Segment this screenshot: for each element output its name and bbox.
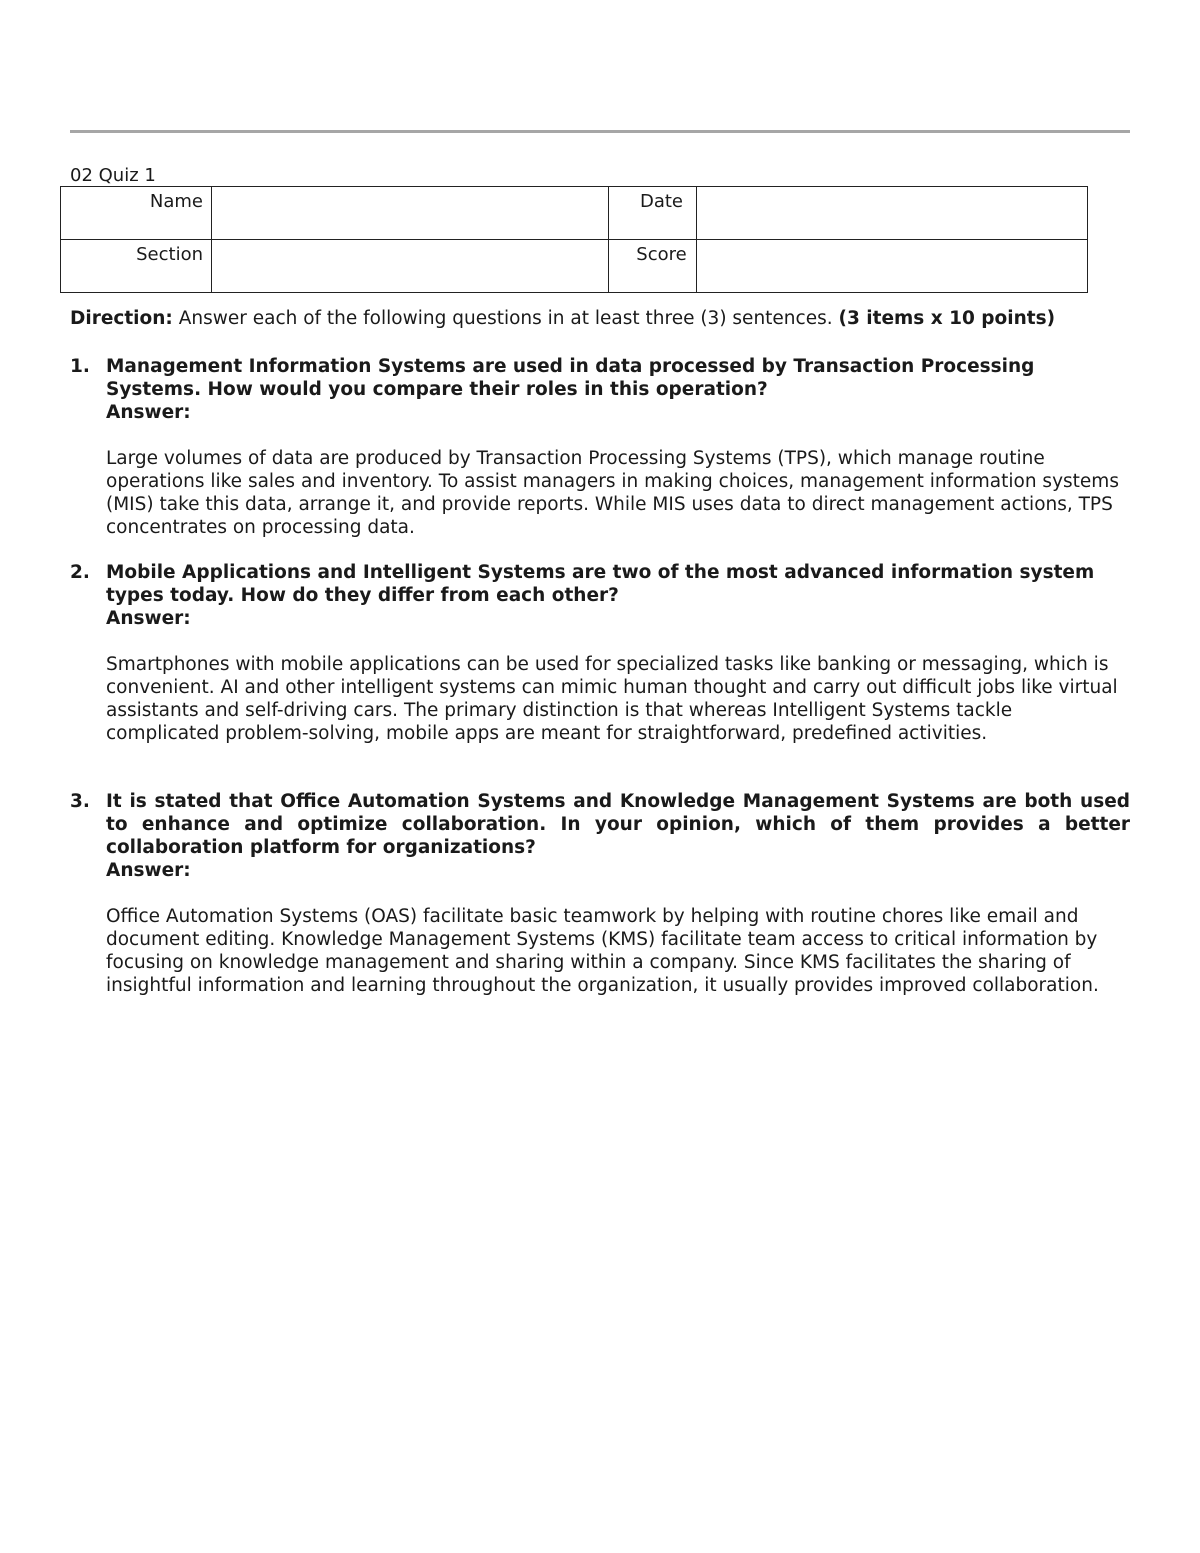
question-text: It is stated that Office Automation Systems and Knowledge Management Systems are both used to enhance and optimize collaboration. In your opinion, which of them provides a better collaboration platform for organizations? [106,791,1130,858]
question-number: 1. [70,356,90,377]
answer-text: Smartphones with mobile applications can be used for specialized tasks like banking or messaging, which is convenient. AI and other intelligent systems can mimic human thought and carry out difficult jobs like virtual assistants and self-driving cars. The primary distinction is that whereas Intelligent Systems tackle complicated problem-solving, mobile apps are meant for straightforward, predefined activities. [106,654,1118,744]
answer-text: Large volumes of data are produced by Transaction Processing Systems (TPS), which manage routine operations like sales and inventory. To assist managers in making choices, management information systems (MIS) take this data, arrange it, and provide reports. While MIS uses data to direct management actions, TPS concentrates on processing data. [106,448,1119,538]
table-row [61,187,1088,240]
question-text: Management Information Systems are used in data processed by Transaction Processing Systems. How would you compare their roles in this operation? [106,356,1035,400]
question-3 [70,790,1130,997]
question-number: 2. [70,562,90,583]
direction-points: (3 items x 10 points) [838,308,1056,329]
score-label: Score [609,240,697,293]
answer-label: Answer: [106,402,191,423]
student-info-table [60,186,1088,293]
question-1 [70,355,1130,539]
answer-label: Answer: [106,608,191,629]
answer-label: Answer: [106,860,191,881]
header-divider [70,130,1130,133]
date-label: Date [609,187,697,240]
score-field[interactable] [697,240,1088,293]
answer-text: Office Automation Systems (OAS) facilitate basic teamwork by helping with routine chores like email and document editing. Knowledge Management Systems (KMS) facilitate team access to critical information by focusing on knowledge management and sharing within a company. Since KMS facilitates the sharing of insightful information and learning throughout the organization, it usually provides improved collaboration. [106,906,1099,996]
direction-text: Answer each of the following questions in at least three (3) sentences. [178,308,833,329]
date-field[interactable] [697,187,1088,240]
name-field[interactable] [212,187,609,240]
question-2 [70,561,1130,745]
section-label: Section [61,240,212,293]
question-number: 3. [70,791,90,812]
name-label: Name [61,187,212,240]
quiz-title: 02 Quiz 1 [70,165,156,186]
table-row [61,240,1088,293]
question-text: Mobile Applications and Intelligent Systems are two of the most advanced information system types today. How do they differ from each other? [106,562,1095,606]
directions [70,308,1130,330]
direction-label: Direction: [70,308,173,329]
section-field[interactable] [212,240,609,293]
